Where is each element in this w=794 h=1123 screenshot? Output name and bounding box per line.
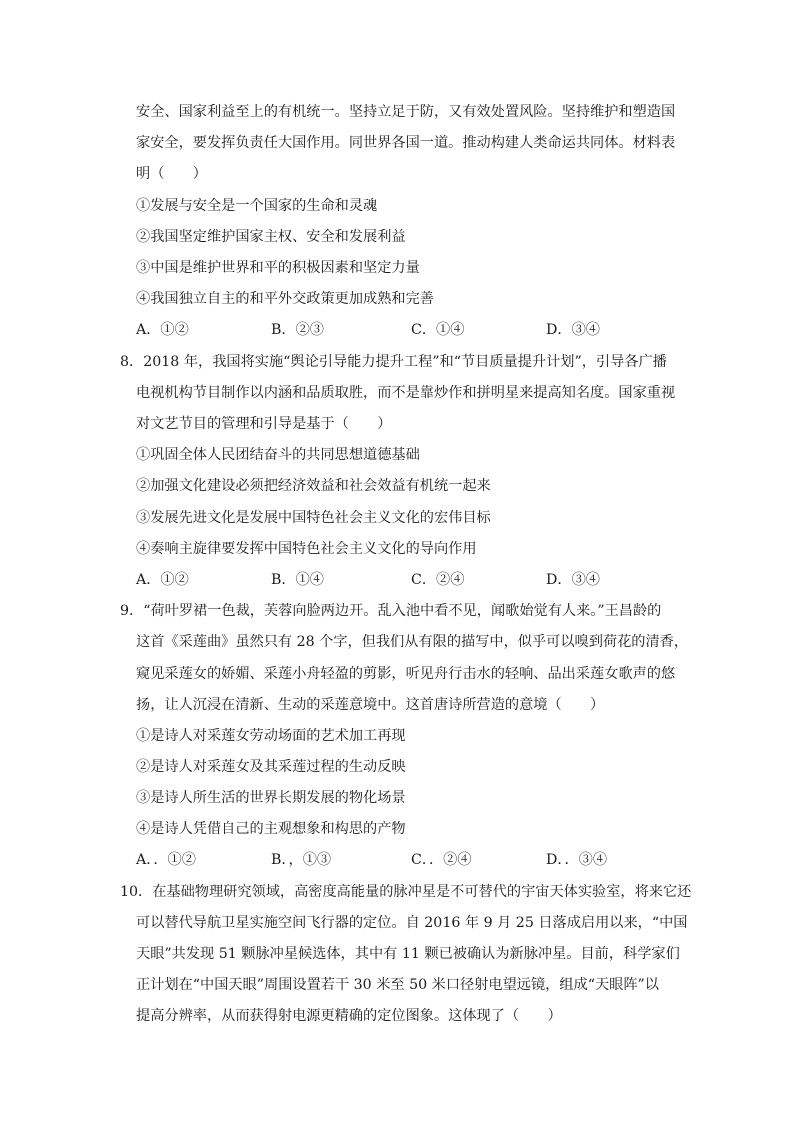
q9-option-a[interactable]: A．．①② [136,852,196,868]
q10-stem-line-4: 正计划在“中国天眼”周围设置若干 30 米至 50 米口径射电望远镜，组成“天眼阵”以 [136,977,659,993]
q9-statement-3: ③是诗人所生活的世界长期发展的物化场景 [136,790,406,806]
q9-statement-2: ②是诗人对采莲女及其采莲过程的生动反映 [136,759,406,775]
q7-option-a[interactable]: A．①② [136,322,189,338]
q7-statement-3: ③中国是维护世界和平的积极因素和坚定力量 [136,260,420,276]
q9-stem-line-3: 窥见采莲女的娇媚、采莲小舟轻盈的剪影，听见舟行击水的轻响、品出采莲女歌声的悠 [136,666,676,682]
q10-stem-line-5: 提高分辨率，从而获得射电源更精确的定位图象。这体现了（ ） [136,1008,562,1024]
q8-stem-line-3: 对文艺节目的管理和引导是基于（ ） [136,416,392,432]
q7-stem-line-1: 安全、国家利益至上的有机统一。坚持立足于防，又有效处置风险。坚持维护和塑造国 [136,104,676,120]
q7-statement-4: ④我国独立自主的和平外交政策更加成熟和完善 [136,291,434,307]
q10-stem-line-3: 天眼”共发现 51 颗脉冲星候选体，其中有 11 颗已被确认为新脉冲星。目前，科学家们 [136,946,680,962]
q8-stem-line-2: 电视机构节目制作以内涵和品质取胜，而不是靠炒作和拼明星来提高知名度。国家重视 [136,385,676,401]
q9-statement-4: ④是诗人凭借自己的主观想象和构思的产物 [136,821,406,837]
q8-statement-4: ④奏响主旋律要发挥中国特色社会主义文化的导向作用 [136,541,477,557]
q7-stem-line-3: 明（ ） [136,166,207,182]
q7-option-d[interactable]: D．③④ [546,322,600,338]
q7-option-c[interactable]: C．①④ [411,322,465,338]
q7-stem-line-2: 家安全，要发挥负责任大国作用。同世界各国一道。推动构建人类命运共同体。材料表 [136,135,676,151]
q9-stem-line-2: 这首《采莲曲》虽然只有 28 个字，但我们从有限的描写中，似乎可以嗅到荷花的清香， [136,634,689,650]
q9-stem-line-4: 扬，让人沉浸在清新、生动的采莲意境中。这首唐诗所营造的意境（ ） [136,697,605,713]
q8-option-a[interactable]: A．①② [136,572,189,588]
q8-stem-line-1: 8．2018 年，我国将实施“舆论引导能力提升工程”和“节目质量提升计划”，引导各广播 [120,354,667,370]
q8-statement-3: ③发展先进文化是发展中国特色社会主义文化的宏伟目标 [136,510,491,526]
q9-option-c[interactable]: C．．②④ [411,852,472,868]
q8-option-b[interactable]: B．①④ [271,572,324,588]
q10-stem-line-2: 可以替代导航卫星实施空间飞行器的定位。自 2016 年 9 月 25 日落成启用以来，“中国 [136,915,688,931]
q8-option-c[interactable]: C．②④ [411,572,465,588]
q9-stem-line-1: 9．“荷叶罗裙一色裁，芙蓉向脸两边开。乱入池中看不见，闻歌始觉有人来。”王昌龄的 [120,603,662,619]
q7-option-b[interactable]: B．②③ [271,322,324,338]
q9-option-d[interactable]: D．．③④ [546,852,608,868]
q7-statement-1: ①发展与安全是一个国家的生命和灵魂 [136,198,378,214]
q8-option-d[interactable]: D．③④ [546,572,600,588]
q10-stem-line-1: 10．在基础物理研究领域，高密度高能量的脉冲星是不可替代的宇宙天体实验室，将来它还 [120,884,692,900]
q8-statement-1: ①巩固全体人民团结奋斗的共同思想道德基础 [136,447,420,463]
q9-option-b[interactable]: B．，①③ [271,852,332,868]
q9-statement-1: ①是诗人对采莲女劳动场面的艺术加工再现 [136,728,406,744]
q8-statement-2: ②加强文化建设必须把经济效益和社会效益有机统一起来 [136,478,491,494]
q7-statement-2: ②我国坚定维护国家主权、安全和发展利益 [136,229,406,245]
